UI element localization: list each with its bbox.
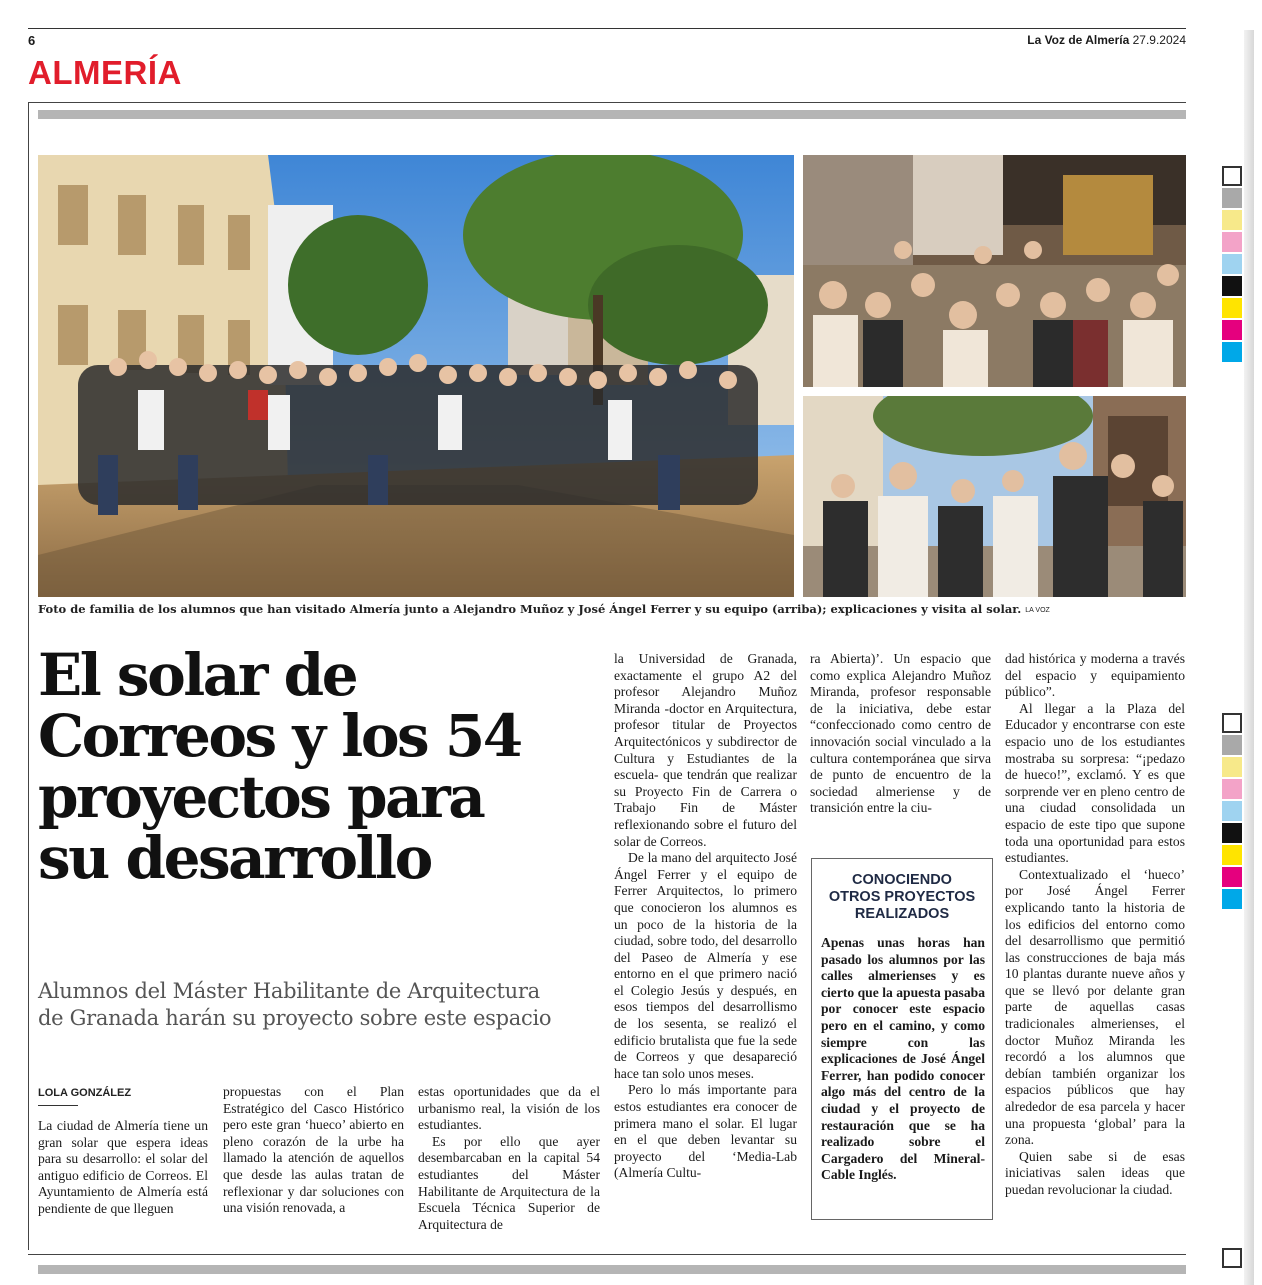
article-column-6	[1005, 651, 1185, 1199]
sidebar-box	[811, 858, 993, 1220]
color-swatch	[1222, 823, 1242, 843]
page-number: 6	[28, 33, 36, 48]
paragraph: la Universidad de Granada, exactamente el grupo A2 del profesor Alejandro Muñoz Miranda -doctor en Arquitectura, profesor titular de Proyectos Arquitectónicos y subdirector de Cultura y Estudiantes de la escuela- que tendrán que realizar su Proyecto Fin de Carrera o Trabajo Fin de Máster reflexionando sobre el futuro del solar de Correos.	[614, 651, 797, 849]
article-column-5	[810, 651, 991, 817]
paragraph: Al llegar a la Plaza del Educador y encontrarse con este espacio uno de los estudiantes mostraba su sorpresa: “¡pedazo de hueco!”, exclamó. Y es que sorprende ver en pleno centro de una ciudad consolidada un espacio de este tipo que supone toda una oportunidad para estos estudiantes.	[1005, 700, 1185, 866]
students-listening-photo	[803, 155, 1186, 387]
frame-left-rule	[28, 102, 29, 1250]
section-title: ALMERÍA	[28, 54, 182, 91]
sidebar-title-line: CONOCIENDO	[852, 872, 952, 888]
registration-mark	[1222, 713, 1242, 733]
paragraph: Pero lo más importante para estos estudiantes era conocer de primera mano el solar. El lugar en el que deben levantar su proyecto del ‘Media-Lab (Almería Cultu-	[614, 1082, 797, 1181]
sidebar-body: Apenas unas horas han pasado los alumnos por las calles almerienses y es cierto que la apuesta pasaba por conocer este espacio pero en el camino, y como siempre con las explicaciones de José Ángel Ferrer, han podido conocer algo más del centro de la ciudad y el proyecto de restauración que se ha realizado sobre el Cargadero del Mineral-Cable Inglés.	[821, 935, 985, 1183]
sidebar-title	[812, 872, 992, 923]
headline-line: proyectos para	[38, 763, 484, 831]
color-swatch	[1222, 342, 1242, 362]
color-swatch	[1222, 276, 1242, 296]
color-swatch	[1222, 779, 1242, 799]
color-swatch	[1222, 889, 1242, 909]
byline-rule	[38, 1105, 78, 1106]
color-swatch	[1222, 298, 1242, 318]
headline-line: El solar de	[38, 641, 357, 709]
paragraph: propuestas con el Plan Estratégico del Casco Histórico pero este gran ‘hueco’ abierto en pleno corazón de la urbe ha llamado la atención de aquellos que desde las aulas tratan de reflexionar y dar soluciones con una visión renovada, a	[223, 1084, 404, 1216]
subhead-line: de Granada harán su proyecto sobre este espacio	[38, 1006, 552, 1030]
masthead	[1027, 33, 1186, 47]
photo-caption	[38, 602, 1050, 616]
publication-date: 27.9.2024	[1132, 33, 1186, 47]
gray-bar-top	[38, 110, 1186, 119]
paragraph: estas oportunidades que da el urbanismo real, la visión de los estudiantes.	[418, 1084, 600, 1133]
article-column-2	[223, 1084, 404, 1217]
headline-line: Correos y los 54	[38, 702, 521, 770]
article-column-1	[38, 1118, 208, 1218]
sidebar-title-line: OTROS PROYECTOS	[828, 889, 976, 905]
paragraph: dad histórica y moderna a través del espacio y equipamiento público”.	[1005, 651, 1185, 700]
publication-name: La Voz de Almería	[1027, 33, 1130, 47]
color-swatch	[1222, 232, 1242, 252]
main-group-photo	[38, 155, 794, 597]
color-swatch	[1222, 188, 1242, 208]
color-swatch	[1222, 210, 1242, 230]
color-swatch	[1222, 757, 1242, 777]
paragraph: ra Abierta)’. Un espacio que como explica Alejandro Muñoz Miranda, profesor responsable de la iniciativa, debe estar “confeccionado como centro de innovación social vinculado a la cultura contemporánea que sirva de punto de encuentro de la sociedad almeriense y de transición entre la ciu-	[810, 651, 991, 816]
paragraph: La ciudad de Almería tiene un gran solar que espera ideas para su desarrollo: el solar del antiguo edificio de Correos. El Ayuntamiento de Almería está pendiente de que lleguen	[38, 1118, 208, 1216]
article-column-3	[418, 1084, 600, 1233]
photo-caption-text: Foto de familia de los alumnos que han visitado Almería junto a Alejandro Muñoz y José Ángel Ferrer y su equipo (arriba); explicaciones y visita al solar.	[38, 602, 1022, 616]
color-swatch	[1222, 867, 1242, 887]
headline-line: su desarrollo	[38, 824, 431, 892]
byline: LOLA GONZÁLEZ	[38, 1087, 132, 1099]
color-swatch	[1222, 801, 1242, 821]
paragraph: Es por ello que ayer desembarcaban en la capital 54 estudiantes del Máster Habilitante de Arquitectura de la Escuela Técnica Superior de Arquitectura de	[418, 1133, 600, 1232]
students-walking-photo	[803, 396, 1186, 597]
paragraph: De la mano del arquitecto José Ángel Ferrer y el equipo de Ferrer Arquitectos, lo primero que conocieron los alumnos es un poco de la historia de la ciudad, sobre todo, del desarrollo del Paseo de Almería y ese entorno en el que primero nació el Colegio Jesús y después, en esos tiempos del desarrollismo de los sesenta, se realizó el edificio brutalista que fue la sede de Correos y que desapareció hace tan solo unos meses.	[614, 850, 797, 1081]
color-swatch	[1222, 845, 1242, 865]
article-headline	[38, 641, 608, 892]
frame-bottom-rule	[28, 1254, 1186, 1255]
photo-credit: LA VOZ	[1025, 607, 1050, 614]
page-edge-shadow	[1244, 30, 1254, 1285]
frame-top-rule	[28, 102, 1186, 103]
paragraph: Quien sabe si de esas iniciativas salen ideas que puedan revolucionar la ciudad.	[1005, 1148, 1185, 1197]
top-rule	[28, 28, 1186, 29]
registration-mark	[1222, 1248, 1242, 1268]
color-swatch	[1222, 254, 1242, 274]
article-subheadline	[38, 978, 608, 1032]
article-column-4	[614, 651, 797, 1182]
sidebar-title-line: REALIZADOS	[854, 906, 950, 922]
gray-bar-bottom	[38, 1265, 1186, 1274]
color-swatch	[1222, 735, 1242, 755]
registration-mark	[1222, 166, 1242, 186]
paragraph: Contextualizado el ‘hueco’ por José Ángel Ferrer explicando tanto la historia de los edificios del entorno como del desarrollismo que permitió las construcciones de baja más 10 plantas durante nueve años y que se llevó por delante gran parte de aquellas casas tradicionales almerienses, el doctor Muñoz Miranda les recordó a los alumnos que debían también organizar los espacios públicos que hay alrededor de esa parcela y hacer una propuesta ‘global’ para la zona.	[1005, 866, 1185, 1148]
subhead-line: Alumnos del Máster Habilitante de Arquitectura	[38, 979, 540, 1003]
color-swatch	[1222, 320, 1242, 340]
